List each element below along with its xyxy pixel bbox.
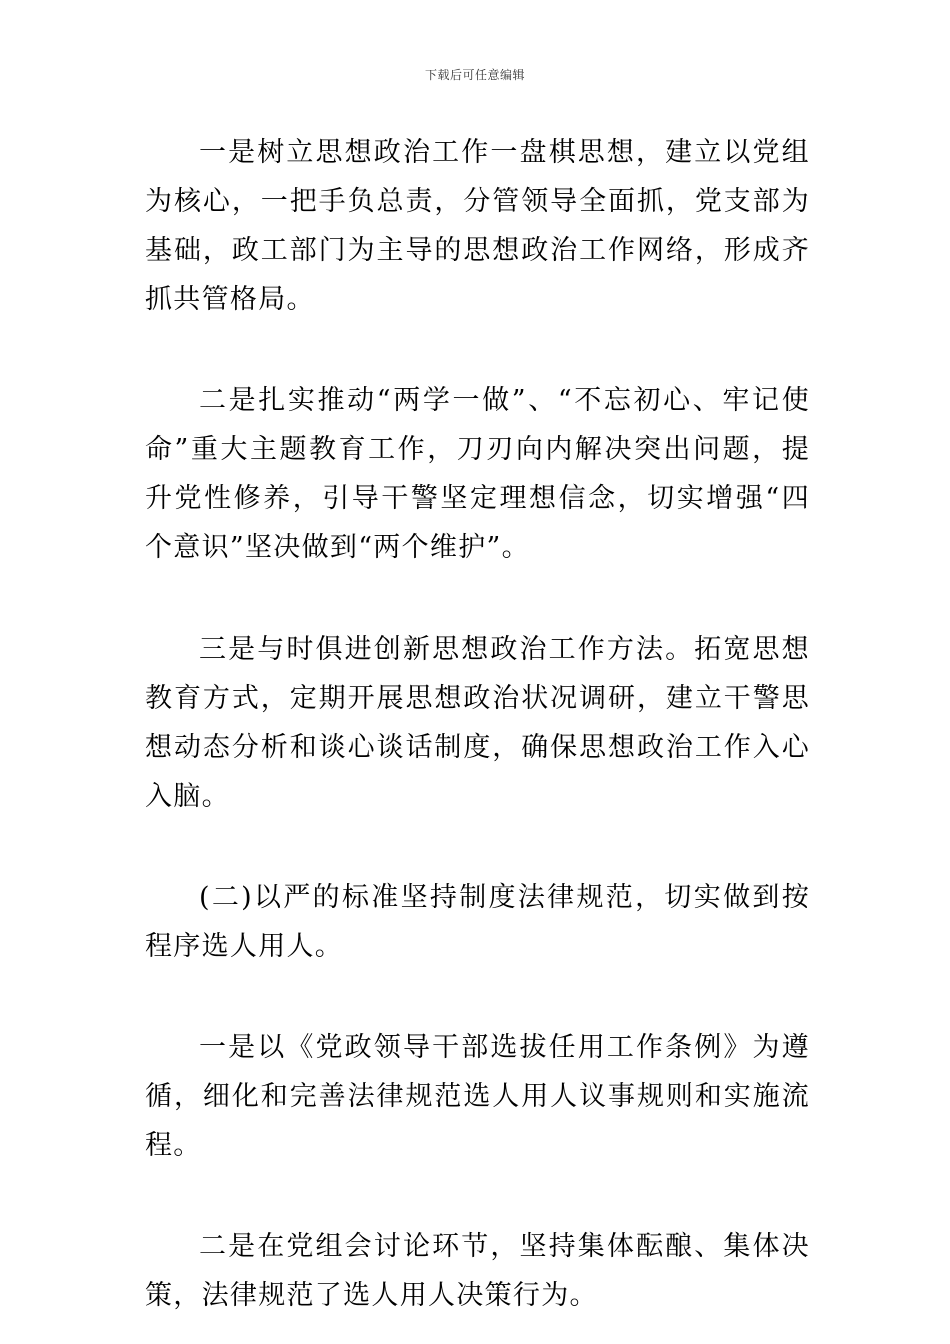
paragraph-5: 一是以《党政领导干部选拔任用工作条例》为遵循，细化和完善法律规范选人用人议事规则和实施流程。: [145, 1032, 810, 1161]
paragraph-3: 三是与时俱进创新思想政治工作方法。拓宽思想教育方式，定期开展思想政治状况调研，建立干警思想动态分析和谈心谈话制度，确保思想政治工作入心入脑。: [145, 634, 810, 812]
page-header-note: 下载后可任意编辑: [424, 68, 525, 82]
paragraph-2: 二是扎实推动“两学一做”、“不忘初心、牢记使命”重大主题教育工作，刀刃向内解决突出问题，提升党性修养，引导干警坚定理想信念，切实增强“四个意识”坚决做到“两个维护”。: [145, 385, 810, 563]
paragraph-1: 一是树立思想政治工作一盘棋思想，建立以党组为核心，一把手负总责，分管领导全面抓，党支部为基础，政工部门为主导的思想政治工作网络，形成齐抓共管格局。: [145, 137, 810, 315]
paragraph-6: 二是在党组会讨论环节，坚持集体酝酿、集体决策，法律规范了选人用人决策行为。: [145, 1231, 810, 1311]
section-heading-2: (二)以严的标准坚持制度法律规范，切实做到按程序选人用人。: [145, 882, 810, 962]
document-body: [145, 128, 810, 1320]
